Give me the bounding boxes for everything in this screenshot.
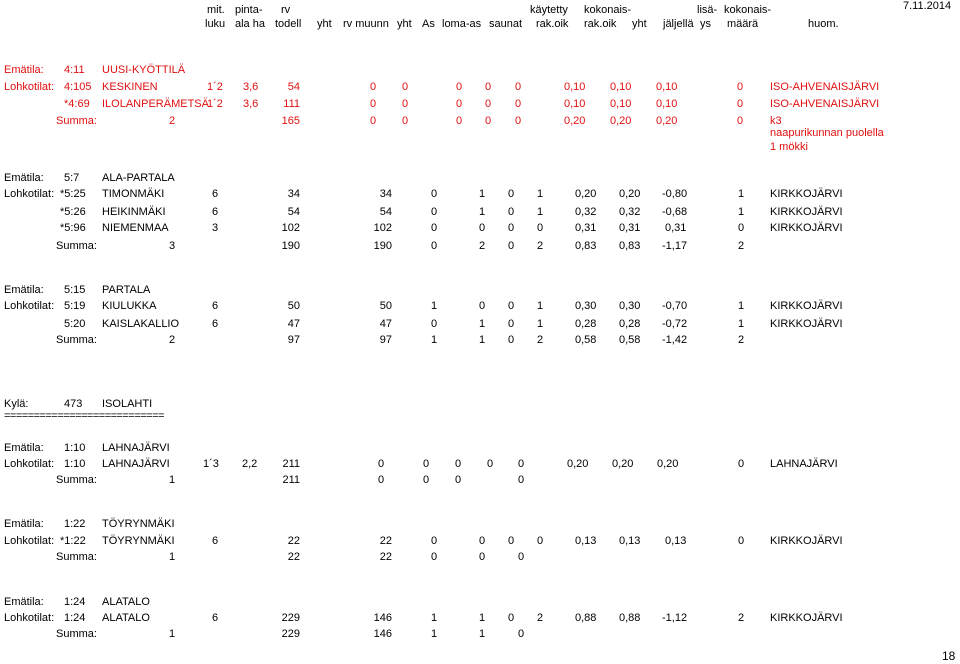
section-id: 1:22 xyxy=(64,518,86,530)
note-line: naapurikunnan puolella xyxy=(770,127,884,139)
cell-loma: 0 xyxy=(508,612,515,624)
summa-ryht: 0 xyxy=(431,551,438,563)
cell-rak1: 0,32 xyxy=(575,206,597,218)
cell-ryht: 1 xyxy=(431,612,438,624)
cell-saunat: 1 xyxy=(537,188,544,200)
cell-rak2: 0,28 xyxy=(619,318,641,330)
summa-rv: 211 xyxy=(282,474,300,486)
summa-ryht: 0 xyxy=(456,115,463,127)
hdr-pinta: pinta- xyxy=(235,4,263,16)
cell-ys: 1 xyxy=(738,206,745,218)
cell-loma: 0 xyxy=(508,300,515,312)
cell-ryht: 0 xyxy=(431,188,438,200)
cell-as: 0 xyxy=(479,222,486,234)
summa-rv: 190 xyxy=(281,240,300,252)
cell-as: 1 xyxy=(479,318,486,330)
cell-muunn: 0 xyxy=(402,98,409,110)
cell-rak2: 0,32 xyxy=(619,206,641,218)
cell-rak1: 0,10 xyxy=(564,81,586,93)
cell-c2: 0 xyxy=(423,458,430,470)
village-id: 473 xyxy=(64,398,83,410)
cell-rak2: 0,20 xyxy=(619,188,641,200)
section-name: PARTALA xyxy=(102,284,151,296)
summa-rak1: 0,20 xyxy=(564,115,586,127)
cell-saunat: 1 xyxy=(537,206,544,218)
summa-ys: 0 xyxy=(737,115,744,127)
cell-c3: 0 xyxy=(455,458,462,470)
parcel-name: KAISLAKALLIO xyxy=(102,318,180,330)
cell-rv: 50 xyxy=(287,300,300,312)
cell-maara: KIRKKOJÄRVI xyxy=(770,535,843,547)
parcel-name: ALATALO xyxy=(102,612,150,624)
summa-yht2: -1,17 xyxy=(662,240,688,252)
section-id: 1:10 xyxy=(64,442,86,454)
cell-muunn: 22 xyxy=(379,535,392,547)
summa-muunn: 22 xyxy=(379,551,392,563)
cell-rak1: 0,31 xyxy=(575,222,597,234)
hdr-rv: rv xyxy=(281,4,291,16)
section-name: UUSI-KYÖTTILÄ xyxy=(102,64,186,76)
cell-rak1: 0,20 xyxy=(567,458,589,470)
cell-mit: 6 xyxy=(212,188,219,200)
section-label: Emätila: xyxy=(4,64,44,76)
summa-label: Summa: xyxy=(56,474,97,486)
summa-as: 0 xyxy=(479,551,486,563)
summa-label: Summa: xyxy=(56,115,97,127)
parcel-id: 1:10 xyxy=(64,458,86,470)
hdr-rak-oik2: rak.oik xyxy=(584,18,617,30)
cell-mit: 6 xyxy=(212,318,219,330)
cell-muunn: 47 xyxy=(379,318,392,330)
section-id: 4:11 xyxy=(64,64,85,76)
summa-rak1: 0,83 xyxy=(575,240,597,252)
cell-as: 0 xyxy=(479,300,486,312)
summa-as: 1 xyxy=(479,628,486,640)
parcel-label: Lohkotilat: xyxy=(4,535,55,547)
hdr-luku: luku xyxy=(205,18,226,30)
cell-saunat: 2 xyxy=(537,612,544,624)
cell-rv: 102 xyxy=(281,222,300,234)
cell-ryht: 1 xyxy=(431,300,438,312)
cell-muunn: 50 xyxy=(379,300,392,312)
hdr-jaljella: jäljellä xyxy=(663,18,694,30)
cell-maara: KIRKKOJÄRVI xyxy=(770,612,843,624)
separator-line: =========================== xyxy=(4,410,164,422)
cell-rv: 34 xyxy=(287,188,300,200)
cell-as: 0 xyxy=(485,81,492,93)
summa-rak1: 0,58 xyxy=(575,334,597,346)
summa-rv: 22 xyxy=(287,551,300,563)
cell-ys: 0 xyxy=(738,222,745,234)
cell-c4: 0 xyxy=(487,458,494,470)
cell-saunat: 0 xyxy=(537,222,544,234)
summa-label: Summa: xyxy=(56,240,97,252)
cell-c1: 0 xyxy=(378,458,385,470)
cell-yht2: -1,12 xyxy=(662,612,688,624)
parcel-name: KIULUKKA xyxy=(102,300,157,312)
cell-maara: KIRKKOJÄRVI xyxy=(770,188,843,200)
cell-ys: 0 xyxy=(738,458,745,470)
cell-mit: 6 xyxy=(212,300,219,312)
cell-mit: 6 xyxy=(212,535,219,547)
summa-note: k3 xyxy=(770,115,782,127)
cell-yht2: 0,31 xyxy=(665,222,687,234)
village-name: ISOLAHTI xyxy=(102,398,153,410)
summa-c2: 0 xyxy=(423,474,430,486)
cell-maara: KIRKKOJÄRVI xyxy=(770,318,843,330)
section-name: LAHNAJÄRVI xyxy=(102,442,170,454)
cell-muunn: 0 xyxy=(402,81,409,93)
cell-loma: 0 xyxy=(515,81,522,93)
summa-loma: 0 xyxy=(515,115,522,127)
parcel-id: *5:25 xyxy=(60,188,86,200)
section-label: Emätila: xyxy=(4,442,44,454)
cell-as: 1 xyxy=(479,188,486,200)
cell-rak2: 0,10 xyxy=(610,98,632,110)
cell-rak1: 0,13 xyxy=(575,535,597,547)
summa-ryht: 1 xyxy=(431,628,438,640)
summa-loma: 0 xyxy=(508,334,515,346)
cell-yht: 0 xyxy=(370,81,377,93)
section-label: Emätila: xyxy=(4,518,44,530)
summa-rak2: 0,83 xyxy=(619,240,641,252)
cell-loma: 0 xyxy=(515,98,522,110)
hdr-kokonais2: kokonais- xyxy=(724,4,772,16)
summa-c1: 0 xyxy=(378,474,385,486)
cell-yht2: -0,72 xyxy=(662,318,688,330)
cell-muunn: 146 xyxy=(373,612,392,624)
summa-label: Summa: xyxy=(56,551,97,563)
section-name: ALA-PARTALA xyxy=(102,172,175,184)
summa-yht: 0 xyxy=(370,115,377,127)
parcel-id: 4:105 xyxy=(64,81,92,93)
summa-rak2: 0,20 xyxy=(610,115,632,127)
note-line: 1 mökki xyxy=(770,141,808,153)
parcel-id: 5:19 xyxy=(64,300,86,312)
summa-mit: 1 xyxy=(169,551,176,563)
summa-saunat: 2 xyxy=(537,334,544,346)
hdr-mit: mit. xyxy=(207,4,225,16)
header-date: 7.11.2014 xyxy=(903,0,952,12)
summa-loma: 0 xyxy=(518,551,525,563)
cell-rak2: 0,31 xyxy=(619,222,641,234)
summa-as: 0 xyxy=(485,115,492,127)
cell-ys: 0 xyxy=(737,98,744,110)
hdr-ys: ys xyxy=(700,18,711,30)
parcel-name: LAHNAJÄRVI xyxy=(102,458,170,470)
cell-as: 0 xyxy=(485,98,492,110)
hdr-todell: todell xyxy=(275,18,302,30)
cell-muunn: 34 xyxy=(379,188,392,200)
cell-yht: 0 xyxy=(370,98,377,110)
cell-ys: 0 xyxy=(737,81,744,93)
parcel-label: Lohkotilat: xyxy=(4,300,55,312)
hdr-loma-as: loma-as xyxy=(442,18,482,30)
section-label: Emätila: xyxy=(4,172,44,184)
cell-yht2: 0,10 xyxy=(656,81,678,93)
hdr-yht3: yht xyxy=(632,18,647,30)
parcel-name: NIEMENMAA xyxy=(102,222,169,234)
cell-ha: 3,6 xyxy=(243,81,259,93)
cell-rak1: 0,30 xyxy=(575,300,597,312)
cell-muunn: 54 xyxy=(379,206,392,218)
summa-yht2: 0,20 xyxy=(656,115,678,127)
section-label: Emätila: xyxy=(4,284,44,296)
cell-rv: 54 xyxy=(287,206,300,218)
parcel-label: Lohkotilat: xyxy=(4,458,55,470)
parcel-id: *4:69 xyxy=(64,98,90,110)
hdr-yht: yht xyxy=(317,18,332,30)
parcel-id: 5:20 xyxy=(64,318,86,330)
summa-ryht: 0 xyxy=(431,240,438,252)
summa-loma: 0 xyxy=(518,628,525,640)
summa-muunn: 146 xyxy=(373,628,392,640)
cell-rv: 229 xyxy=(281,612,300,624)
summa-rv: 97 xyxy=(287,334,300,346)
section-label: Emätila: xyxy=(4,596,44,608)
summa-saunat: 2 xyxy=(537,240,544,252)
cell-rak2: 0,10 xyxy=(610,81,632,93)
hdr-as: As xyxy=(422,18,435,30)
section-id: 1:24 xyxy=(64,596,86,608)
cell-rak2: 0,13 xyxy=(619,535,641,547)
summa-as: 1 xyxy=(479,334,486,346)
cell-rv: 47 xyxy=(287,318,300,330)
summa-rv: 229 xyxy=(281,628,300,640)
cell-yht2: -0,68 xyxy=(662,206,688,218)
cell-as: 0 xyxy=(479,535,486,547)
cell-yht2: 0,20 xyxy=(657,458,679,470)
village-label: Kylä: xyxy=(4,398,29,410)
summa-c3: 0 xyxy=(455,474,462,486)
summa-muunn: 97 xyxy=(379,334,392,346)
cell-ryht: 0 xyxy=(431,318,438,330)
parcel-name: TÖYRYNMÄKI xyxy=(102,535,175,547)
parcel-id: 1:24 xyxy=(64,612,86,624)
cell-mit: 6 xyxy=(212,612,219,624)
parcel-name: HEIKINMÄKI xyxy=(102,206,166,218)
section-id: 5:15 xyxy=(64,284,86,296)
summa-ys: 2 xyxy=(738,334,745,346)
hdr-kokonais: kokonais- xyxy=(584,4,632,16)
section-name: TÖYRYNMÄKI xyxy=(102,518,175,530)
cell-maara: ISO-AHVENAISJÄRVI xyxy=(770,81,880,93)
parcel-id: *5:26 xyxy=(60,206,86,218)
parcel-name: ILOLANPERÄMETSÄ xyxy=(102,98,209,110)
cell-ys: 1 xyxy=(738,300,745,312)
cell-ryht: 0 xyxy=(431,206,438,218)
cell-ys: 2 xyxy=(738,612,745,624)
summa-rak2: 0,58 xyxy=(619,334,641,346)
cell-ys: 1 xyxy=(738,318,745,330)
summa-label: Summa: xyxy=(56,334,97,346)
cell-rak2: 0,30 xyxy=(619,300,641,312)
cell-mit: 1´2 xyxy=(207,98,223,110)
cell-rv: 111 xyxy=(283,98,300,110)
cell-loma: 0 xyxy=(508,188,515,200)
summa-mit: 3 xyxy=(169,240,176,252)
cell-yht2: 0,13 xyxy=(665,535,687,547)
cell-ryht: 0 xyxy=(456,98,463,110)
cell-ha: 2,2 xyxy=(242,458,258,470)
parcel-id: *5:96 xyxy=(60,222,86,234)
cell-loma: 0 xyxy=(508,206,515,218)
summa-mit: 2 xyxy=(169,334,176,346)
cell-maara: KIRKKOJÄRVI xyxy=(770,222,843,234)
cell-loma: 0 xyxy=(508,222,515,234)
summa-mit: 1 xyxy=(169,628,176,640)
cell-as: 1 xyxy=(479,612,486,624)
cell-rv: 54 xyxy=(287,81,300,93)
hdr-yht2: yht xyxy=(397,18,412,30)
cell-rak1: 0,10 xyxy=(564,98,586,110)
cell-loma: 0 xyxy=(508,318,515,330)
cell-as: 1 xyxy=(479,206,486,218)
cell-ryht: 0 xyxy=(431,222,438,234)
cell-rak1: 0,28 xyxy=(575,318,597,330)
summa-mit: 2 xyxy=(169,115,176,127)
parcel-label: Lohkotilat: xyxy=(4,81,55,93)
hdr-lisa: lisä- xyxy=(697,4,718,16)
cell-ryht: 0 xyxy=(456,81,463,93)
cell-maara: LAHNAJÄRVI xyxy=(770,458,838,470)
cell-ryht: 0 xyxy=(431,535,438,547)
hdr-huom: huom. xyxy=(808,18,839,30)
cell-rak1: 0,20 xyxy=(575,188,597,200)
cell-maara: KIRKKOJÄRVI xyxy=(770,206,843,218)
hdr-rv-muunn: rv muunn xyxy=(343,18,389,30)
cell-mit: 6 xyxy=(212,206,219,218)
cell-maara: ISO-AHVENAISJÄRVI xyxy=(770,98,880,110)
cell-rak2: 0,88 xyxy=(619,612,641,624)
cell-c5: 0 xyxy=(518,458,525,470)
parcel-name: KESKINEN xyxy=(102,81,158,93)
parcel-name: TIMONMÄKI xyxy=(102,188,165,200)
summa-rv: 165 xyxy=(281,115,300,127)
summa-yht2: -1,42 xyxy=(662,334,688,346)
cell-saunat: 1 xyxy=(537,318,544,330)
cell-rak1: 0,88 xyxy=(575,612,597,624)
summa-ys: 2 xyxy=(738,240,745,252)
cell-yht2: -0,70 xyxy=(662,300,688,312)
summa-muunn: 0 xyxy=(402,115,409,127)
summa-loma: 0 xyxy=(508,240,515,252)
parcel-id: *1:22 xyxy=(60,535,86,547)
summa-c4: 0 xyxy=(518,474,525,486)
cell-yht2: 0,10 xyxy=(656,98,678,110)
hdr-rak-oik: rak.oik xyxy=(536,18,569,30)
cell-loma: 0 xyxy=(508,535,515,547)
cell-mit: 1´2 xyxy=(207,81,223,93)
cell-ys: 1 xyxy=(738,188,745,200)
cell-rv: 22 xyxy=(287,535,300,547)
summa-as: 2 xyxy=(479,240,486,252)
cell-maara: KIRKKOJÄRVI xyxy=(770,300,843,312)
summa-mit: 1 xyxy=(169,474,176,486)
section-name: ALATALO xyxy=(102,596,150,608)
summa-label: Summa: xyxy=(56,628,97,640)
cell-mit: 3 xyxy=(212,222,219,234)
parcel-label: Lohkotilat: xyxy=(4,612,55,624)
hdr-saunat: saunat xyxy=(489,18,523,30)
cell-saunat: 0 xyxy=(537,535,544,547)
cell-muunn: 102 xyxy=(373,222,392,234)
cell-saunat: 1 xyxy=(537,300,544,312)
summa-ryht: 1 xyxy=(431,334,438,346)
section-id: 5:7 xyxy=(64,172,80,184)
hdr-maara: määrä xyxy=(727,18,759,30)
hdr-kaytetty: käytetty xyxy=(530,4,568,16)
cell-yht2: -0,80 xyxy=(662,188,688,200)
cell-ha: 3,6 xyxy=(243,98,259,110)
cell-rv: 211 xyxy=(282,458,300,470)
hdr-ala-ha: ala ha xyxy=(235,18,265,30)
cell-ys: 0 xyxy=(738,535,745,547)
cell-rak2: 0,20 xyxy=(612,458,634,470)
summa-muunn: 190 xyxy=(373,240,392,252)
page-number: 18 xyxy=(942,649,956,663)
parcel-label: Lohkotilat: xyxy=(4,188,55,200)
cell-mit: 1´3 xyxy=(203,458,219,470)
